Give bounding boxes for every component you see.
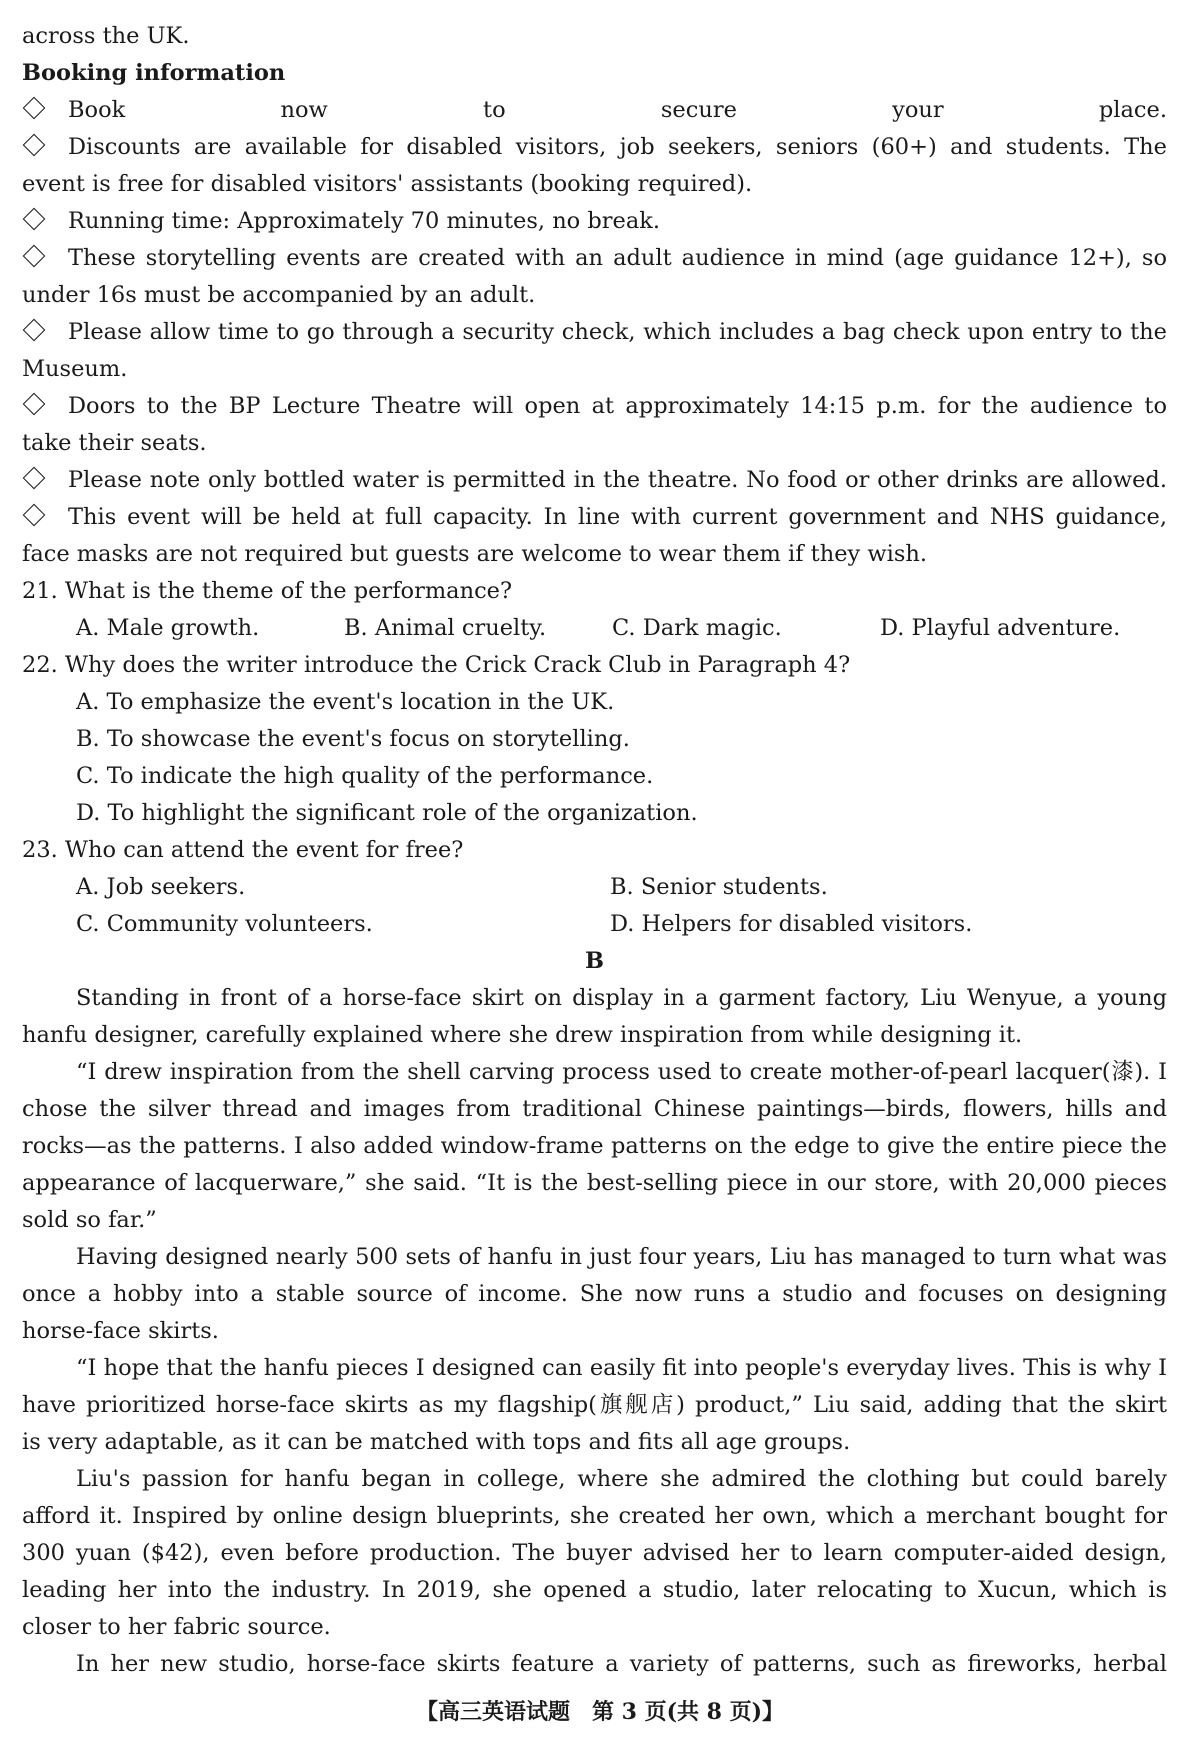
option-b: B. Animal cruelty. (344, 615, 547, 641)
booking-item: Please allow time to go through a security check, which includes a bag check upon entry to the (22, 314, 1167, 351)
question-23 (22, 832, 1167, 943)
booking-item: Book now to secure your place. (22, 92, 1167, 129)
diamond-bullet-icon (23, 208, 46, 231)
booking-item-cont: Museum. (22, 356, 128, 382)
passage-a-tail: across the UK. (22, 23, 190, 49)
passage-line: appearance of lacquerware,” she said. “It is the best-selling piece in our store, with 20,000 pieces (22, 1170, 1167, 1196)
option-row (22, 906, 1167, 943)
passage-line: once a hobby into a stable source of income. She now runs a studio and focuses on designing (22, 1281, 1167, 1307)
booking-item: These storytelling events are created with an adult audience in mind (age guidance 12+), so (22, 240, 1167, 277)
booking-item: Discounts are available for disabled visitors, job seekers, seniors (60+) and students. The (22, 129, 1167, 166)
booking-item: Please note only bottled water is permitted in the theatre. No food or other drinks are allowed. (22, 462, 1167, 499)
question-stem: 23. Who can attend the event for free? (22, 837, 464, 863)
diamond-bullet-icon (23, 134, 46, 157)
option-a: A. Job seekers. (76, 874, 246, 900)
passage-line: “I drew inspiration from the shell carving process used to create mother-of-pearl lacquer(漆). I (76, 1059, 1167, 1085)
diamond-bullet-icon (23, 245, 46, 268)
option-c: C. Community volunteers. (76, 911, 373, 937)
booking-item-cont: event is free for disabled visitors' assistants (booking required). (22, 171, 753, 197)
page-footer: 【高三英语试题 第 3 页(共 8 页)】 (415, 1699, 785, 1725)
passage-line: In her new studio, horse-face skirts feature a variety of patterns, such as fireworks, herbal (76, 1651, 1167, 1677)
booking-item: Doors to the BP Lecture Theatre will open at approximately 14:15 p.m. for the audience to (22, 388, 1167, 425)
passage-line: “I hope that the hanfu pieces I designed can easily fit into people's everyday lives. This is why I (76, 1355, 1167, 1381)
passage-line: Liu's passion for hanfu began in college, where she admired the clothing but could barely (76, 1466, 1167, 1492)
booking-item-cont: face masks are not required but guests are welcome to wear them if they wish. (22, 541, 928, 567)
booking-item: This event will be held at full capacity. In line with current government and NHS guidance, (22, 499, 1167, 536)
option-c: C. Dark magic. (612, 615, 782, 641)
diamond-bullet-icon (23, 393, 46, 416)
passage-line: sold so far.” (22, 1207, 157, 1233)
passage-line: afford it. Inspired by online design blueprints, she created her own, which a merchant bought for (22, 1503, 1167, 1529)
option-a: A. To emphasize the event's location in the UK. (76, 689, 615, 715)
option-row (22, 869, 1167, 906)
passage-line: horse-face skirts. (22, 1318, 219, 1344)
passage-line: Standing in front of a horse-face skirt on display in a garment factory, Liu Wenyue, a young (76, 985, 1167, 1011)
passage-line: chose the silver thread and images from traditional Chinese paintings—birds, flowers, hills and (22, 1096, 1167, 1122)
question-stem: 21. What is the theme of the performance? (22, 578, 513, 604)
diamond-bullet-icon (23, 467, 46, 490)
passage-line: leading her into the industry. In 2019, she opened a studio, later relocating to Xucun, which is (22, 1577, 1167, 1603)
section-heading: B (584, 948, 605, 974)
booking-item-cont: under 16s must be accompanied by an adult. (22, 282, 536, 308)
option-d: D. Helpers for disabled visitors. (610, 911, 973, 937)
passage-line: Having designed nearly 500 sets of hanfu in just four years, Liu has managed to turn what was (76, 1244, 1167, 1270)
passage-line: rocks—as the patterns. I also added window-frame patterns on the edge to give the entire piece the (22, 1133, 1167, 1159)
question-22 (22, 647, 1167, 832)
passage-b (22, 980, 1167, 1683)
question-21 (22, 573, 1167, 647)
diamond-bullet-icon (23, 319, 46, 342)
booking-item: Running time: Approximately 70 minutes, no break. (22, 203, 1167, 240)
passage-line: hanfu designer, carefully explained where she drew inspiration from while designing it. (22, 1022, 1023, 1048)
passage-line: closer to her fabric source. (22, 1614, 331, 1640)
booking-list (22, 92, 1167, 573)
diamond-bullet-icon (23, 504, 46, 527)
option-b: B. Senior students. (610, 874, 828, 900)
option-b: B. To showcase the event's focus on storytelling. (76, 726, 630, 752)
passage-line: is very adaptable, as it can be matched with tops and fits all age groups. (22, 1429, 851, 1455)
booking-heading: Booking information (22, 60, 286, 86)
passage-line: 300 yuan ($42), even before production. The buyer advised her to learn computer-aided design, (22, 1540, 1167, 1566)
booking-item-cont: take their seats. (22, 430, 207, 456)
passage-line: have prioritized horse-face skirts as my flagship(旗舰店) product,” Liu said, adding that the skirt (22, 1392, 1167, 1418)
diamond-bullet-icon (23, 97, 46, 120)
option-a: A. Male growth. (76, 615, 260, 641)
option-d: D. Playful adventure. (880, 615, 1121, 641)
option-row (22, 610, 1167, 647)
question-stem: 22. Why does the writer introduce the Crick Crack Club in Paragraph 4? (22, 652, 851, 678)
option-c: C. To indicate the high quality of the performance. (76, 763, 654, 789)
option-d: D. To highlight the significant role of the organization. (76, 800, 698, 826)
